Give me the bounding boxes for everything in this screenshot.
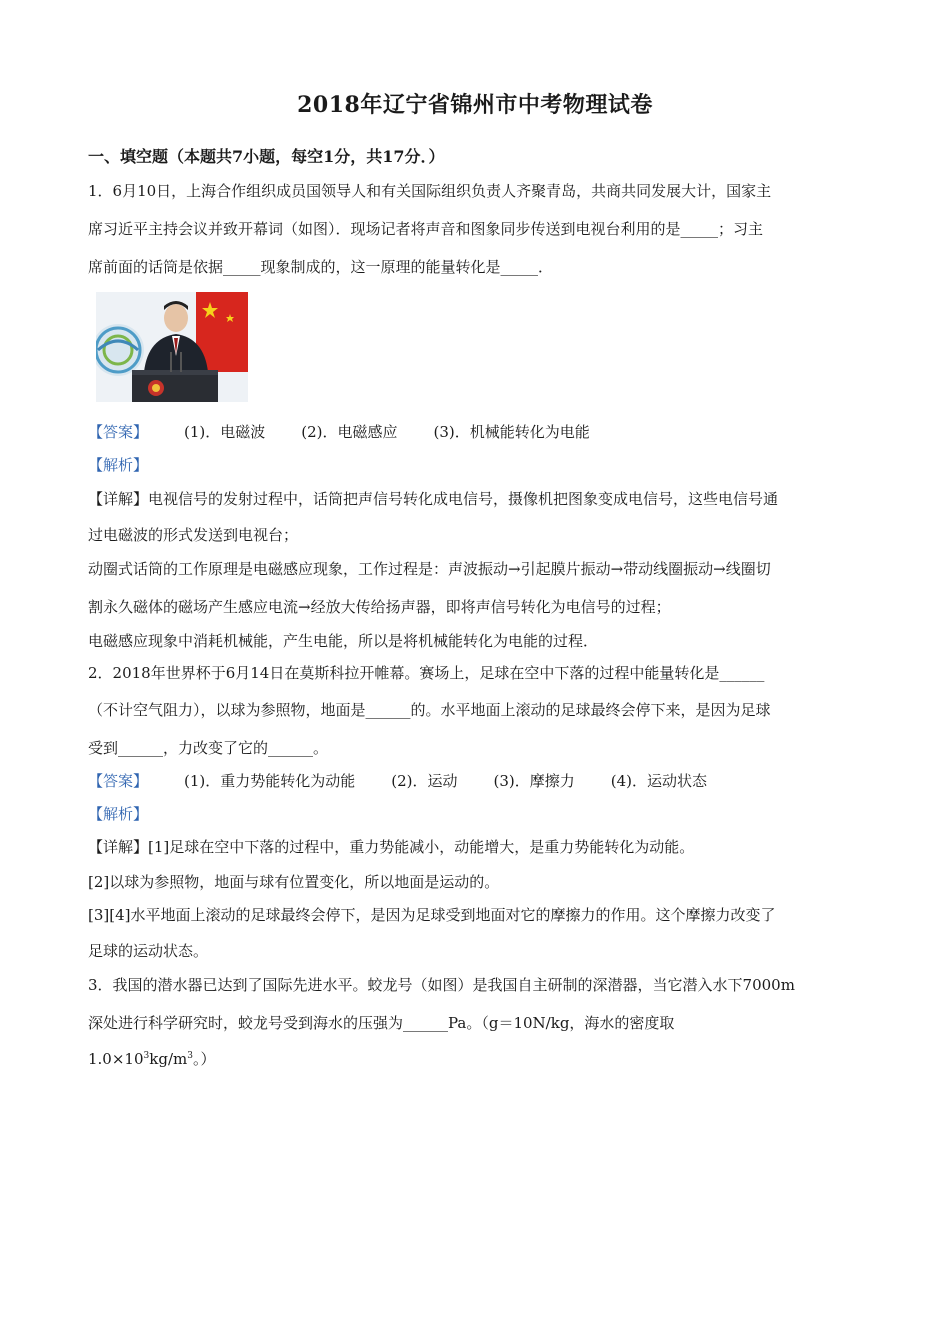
- q1-line-1: 1．6月10日，上海合作组织成员国领导人和有关国际组织负责人齐聚青岛，共商共同发展大计，国家主: [88, 182, 772, 200]
- q2-answer-3: (3)．摩擦力: [493, 772, 575, 790]
- q1-detail-1: 【详解】电视信号的发射过程中，话筒把声信号转化成电信号，摄像机把图象变成电信号，这些电信号通: [88, 490, 779, 508]
- answer-label: 【答案】: [88, 423, 149, 441]
- q3-density-unit: kg/m: [149, 1050, 188, 1068]
- q3-line-1: 3．我国的潜水器已达到了国际先进水平。蛟龙号（如图）是我国自主研制的深潜器，当它潜入水下7000m: [88, 976, 795, 994]
- section-heading: 一、填空题（本题共7小题，每空1分，共17分．）: [88, 147, 445, 166]
- q2-analysis-label: 【解析】: [88, 805, 149, 823]
- summit-photo: [96, 292, 248, 402]
- q1-answer-line: [88, 421, 590, 442]
- q2-answer-1: (1)．重力势能转化为动能: [184, 772, 356, 790]
- q1-analysis-label: 【解析】: [88, 456, 149, 474]
- q2-detail-1: 【详解】[1]足球在空中下落的过程中，重力势能减小，动能增大，是重力势能转化为动能。: [88, 838, 695, 856]
- q1-detail-5: 电磁感应现象中消耗机械能，产生电能，所以是将机械能转化为电能的过程．: [88, 632, 599, 650]
- q2-answer-line: [88, 770, 707, 791]
- q3-exponent: 3: [143, 1051, 150, 1061]
- page-title: 2018年辽宁省锦州市中考物理试卷: [297, 92, 653, 118]
- q1-detail-2: 过电磁波的形式发送到电视台；: [88, 526, 299, 544]
- q2-line-1: 2．2018年世界杯于6月14日在莫斯科拉开帷幕。赛场上，足球在空中下落的过程中能量转化是______: [88, 664, 765, 682]
- q3-unit-exponent: 3: [187, 1051, 193, 1061]
- q1-detail-4: 割永久磁体的磁场产生感应电流→经放大传给扬声器，即将声信号转化为电信号的过程；: [88, 598, 671, 616]
- q3-line-2: 深处进行科学研究时，蛟龙号受到海水的压强为______Pa。（g＝10N/kg，海水的密度取: [88, 1014, 675, 1032]
- q1-line-2: 席习近平主持会议并致开幕词（如图）．现场记者将声音和图象同步传送到电视台利用的是_____；习主: [88, 220, 764, 238]
- q3-line-3: [88, 1048, 215, 1069]
- q1-detail-3: 动圈式话筒的工作原理是电磁感应现象，工作过程是：声波振动→引起膜片振动→带动线圈振动→线圈切: [88, 560, 771, 578]
- q2-answer-4: (4)．运动状态: [610, 772, 708, 790]
- answer-label: 【答案】: [88, 772, 149, 790]
- q1-answer-2: (2)．电磁感应: [301, 423, 398, 441]
- q1-answer-3: (3)．机械能转化为电能: [433, 423, 590, 441]
- q1-answer-1: (1)．电磁波: [184, 423, 266, 441]
- q3-density-value: 1.0×10: [88, 1050, 144, 1068]
- q2-detail-3: [3][4]水平地面上滚动的足球最终会停下，是因为足球受到地面对它的摩擦力的作用。这个摩擦力改变了: [88, 906, 776, 924]
- q2-answer-2: (2)．运动: [391, 772, 458, 790]
- q2-detail-4: 足球的运动状态。: [88, 942, 209, 960]
- q3-line-end: 。）: [192, 1050, 216, 1068]
- q2-detail-2: [2]以球为参照物，地面与球有位置变化，所以地面是运动的。: [88, 873, 500, 891]
- q2-line-3: 受到______，力改变了它的______。: [88, 739, 329, 757]
- q1-line-3: 席前面的话筒是依据_____现象制成的，这一原理的能量转化是_____．: [88, 258, 554, 276]
- q2-line-2: （不计空气阻力），以球为参照物，地面是______的。水平地面上滚动的足球最终会停下来，是因为足球: [88, 701, 771, 719]
